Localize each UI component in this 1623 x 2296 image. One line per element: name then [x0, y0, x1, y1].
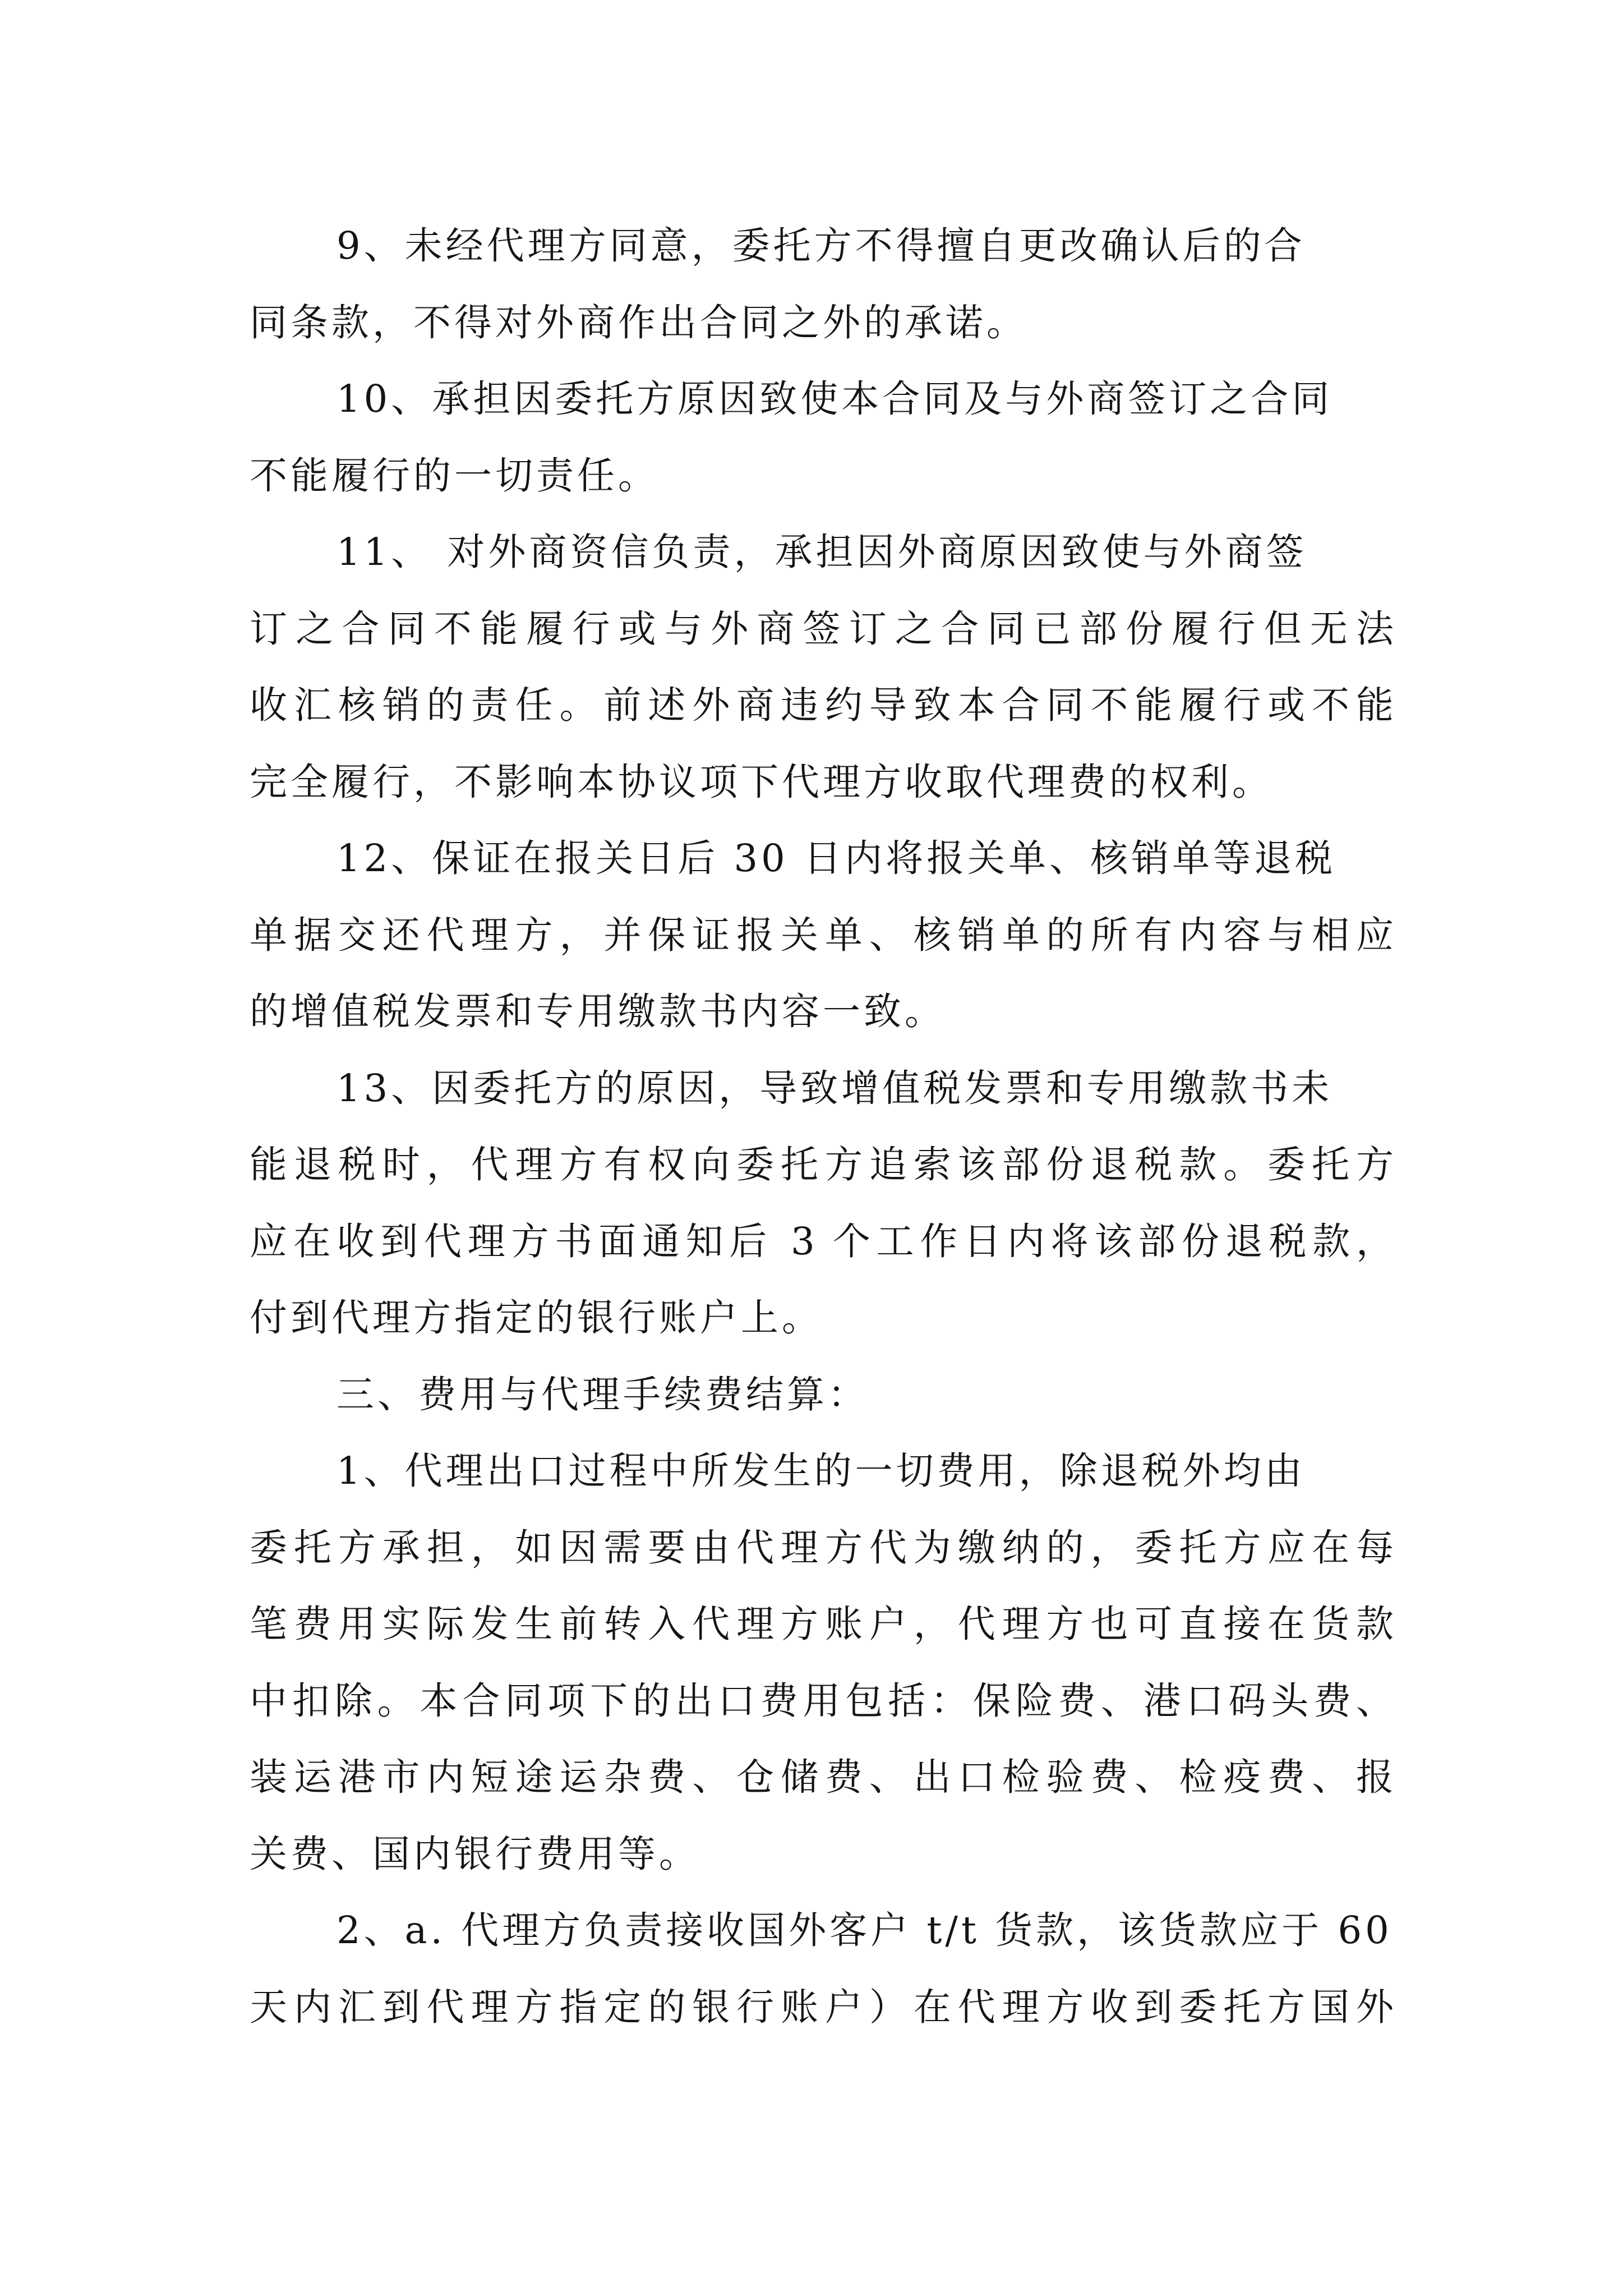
text-line: 的增值税发票和专用缴款书内容一致。 — [250, 990, 946, 1033]
text-line: 不能履行的一切责任。 — [250, 453, 659, 498]
text-line: 订之合同不能履行或与外商签订之合同已部份履行但无法 — [250, 606, 1394, 651]
document-body — [250, 208, 1394, 2045]
text-line: 完全履行，不影响本协议项下代理方收取代理费的权利。 — [250, 760, 1273, 804]
text-line: 应在收到代理方书面通知后 3 个工作日内将该部份退税款， — [250, 1219, 1394, 1263]
text-line: 2、a. 代理方负责接收国外客户 t/t 货款，该货款应于 60 — [336, 1908, 1393, 1952]
text-line: 12、保证在报关日后 30 日内将报关单、核销单等退税 — [336, 836, 1336, 880]
text-line: 装运港市内短途运杂费、仓储费、出口检验费、检疫费、报 — [250, 1755, 1394, 1799]
text-line: 9、未经代理方同意，委托方不得擅自更改确认后的合 — [336, 224, 1306, 268]
text-line: 13、因委托方的原因，导致增值税发票和专用缴款书未 — [336, 1066, 1333, 1110]
text-line: 天内汇到代理方指定的银行账户）在代理方收到委托方国外 — [250, 1985, 1394, 2029]
text-line: 付到代理方指定的银行账户上。 — [250, 1296, 823, 1340]
text-line: 同条款，不得对外商作出合同之外的承诺。 — [250, 300, 1027, 344]
text-line: 中扣除。本合同项下的出口费用包括：保险费、港口码头费、 — [250, 1678, 1394, 1723]
text-line: 委托方承担，如因需要由代理方代为缴纳的，委托方应在每 — [250, 1525, 1394, 1570]
text-line: 1、代理出口过程中所发生的一切费用，除退税外均由 — [336, 1449, 1306, 1493]
text-line: 笔费用实际发生前转入代理方账户，代理方也可直接在货款 — [250, 1602, 1394, 1646]
text-line: 收汇核销的责任。前述外商违约导致本合同不能履行或不能 — [250, 683, 1394, 727]
section-heading: 三、费用与代理手续费结算： — [336, 1372, 869, 1416]
text-line: 10、承担因委托方原因致使本合同及与外商签订之合同 — [336, 377, 1333, 421]
text-line: 单据交还代理方，并保证报关单、核销单的所有内容与相应 — [250, 913, 1394, 957]
text-line: 关费、国内银行费用等。 — [250, 1832, 700, 1876]
text-line: 能退税时，代理方有权向委托方追索该部份退税款。委托方 — [250, 1143, 1394, 1186]
text-line: 11、 对外商资信负责，承担因外商原因致使与外商签 — [336, 530, 1307, 574]
